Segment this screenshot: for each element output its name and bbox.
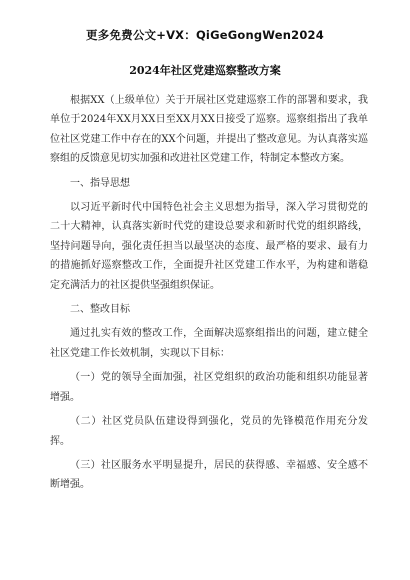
goal-item-3: （三）社区服务水平明显提升，居民的获得感、幸福感、安全感不断增强。 <box>50 459 368 491</box>
guiding-ideology-paragraph: 以习近平新时代中国特色社会主义思想为指导，深入学习贯彻党的二十大精神，认真落实新时代党的建设总要求和新时代党的组织路线，坚持问题导向，强化责任担当以最坚决的态度、最严格的要求、最有力的措施抓好巡察整改工作，全面提升社区党建工作水平，为构建和谐稳定充满活力的社区提供坚强组织保证。 <box>50 202 368 291</box>
section-heading-guiding-ideology: 一、指导思想 <box>70 177 130 189</box>
section-heading-rectification-goals: 二、整改目标 <box>70 304 130 316</box>
rectification-goals-paragraph: 通过扎实有效的整改工作，全面解决巡察组指出的问题，建立健全社区党建工作长效机制，实现以下目标： <box>50 328 368 359</box>
document-title: 2024年社区党建巡察整改方案 <box>129 64 281 77</box>
intro-paragraph: 根据XX（上级单位）关于开展社区党建巡察工作的部署和要求，我单位于2024年XX月XX日至XX月XX日接受了巡察。巡察组指出了我单位社区党建工作中存在的XX个问题，并提出了整改意见。为认真落实巡察组的反馈意见切实加强和改进社区党建工作，特制定本整改方案。 <box>50 95 368 165</box>
document-body <box>50 91 368 495</box>
goal-item-1: （一）党的领导全面加强，社区党组织的政治功能和组织功能显著增强。 <box>50 372 368 403</box>
header-note: 更多免费公文+VX：QiGeGongWen2024 <box>86 28 324 42</box>
goal-item-2: （二）社区党员队伍建设得到强化，党员的先锋模范作用充分发挥。 <box>50 416 368 447</box>
